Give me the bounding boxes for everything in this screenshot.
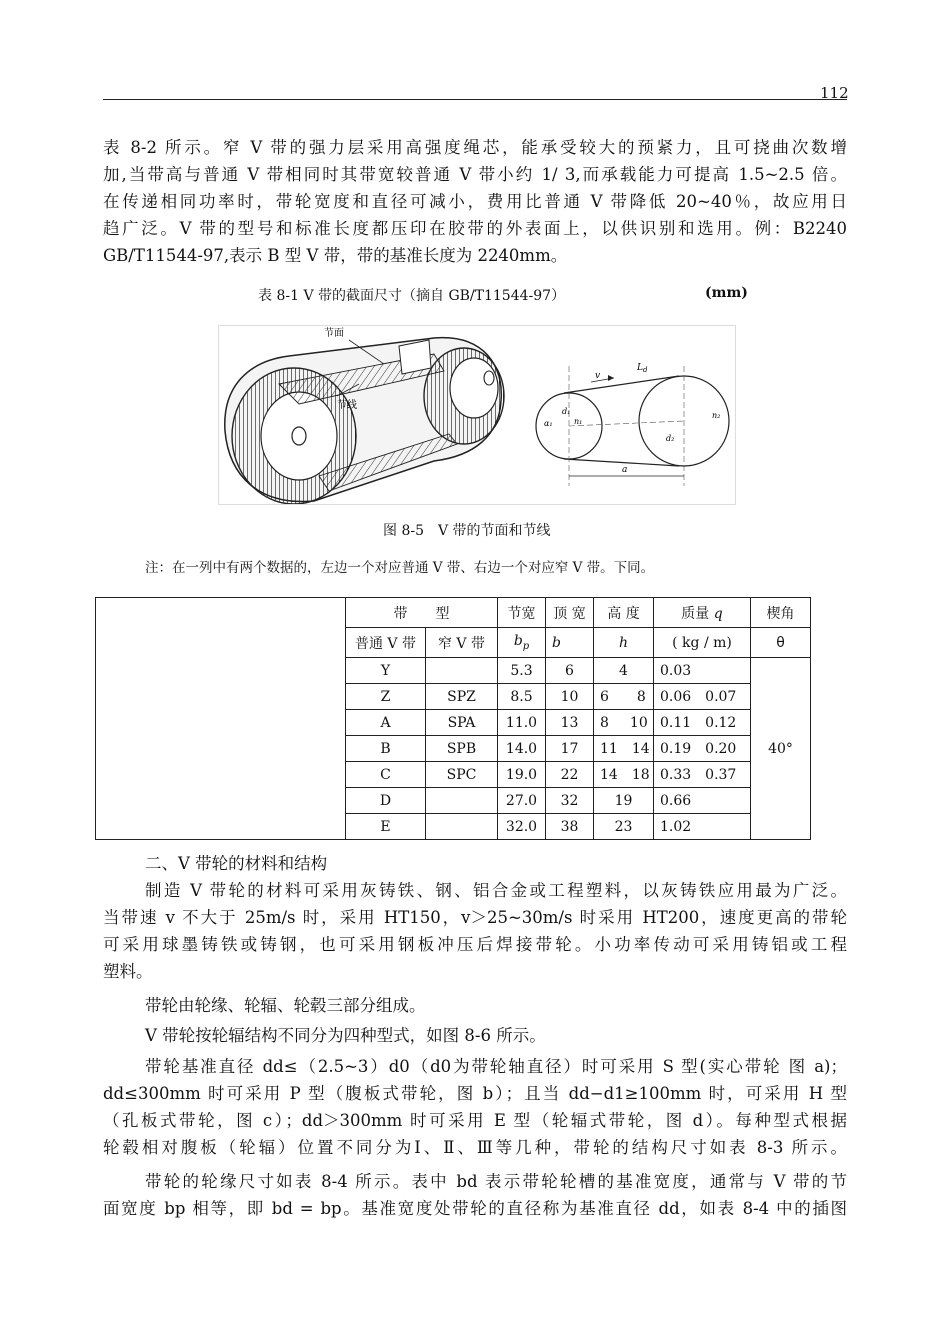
cell-zhai <box>426 788 498 814</box>
cell-q <box>654 814 751 840</box>
cell-h <box>594 814 654 840</box>
cell-b: 17 <box>546 736 594 762</box>
text-line: 带轮由轮缘、轮辐、轮毂三部分组成。 <box>145 996 426 1015</box>
intro-paragraph <box>103 134 847 269</box>
paragraph-materials <box>103 877 847 985</box>
cell-bp: 5.3 <box>498 658 546 684</box>
figure-8-5 <box>218 325 736 505</box>
cell-putong: E <box>346 814 426 840</box>
cell-h <box>594 684 654 710</box>
cell-angle: 40° <box>751 658 811 840</box>
label-d1: d₁ <box>562 407 571 416</box>
cell-b: 32 <box>546 788 594 814</box>
label-jiexian: 节线 <box>337 400 357 411</box>
label-jiemian: 节面 <box>324 328 344 339</box>
label-d2: d₂ <box>666 434 675 443</box>
header-zhiliang-text: 质量 <box>681 605 710 622</box>
cell-bp: 32.0 <box>498 814 546 840</box>
text-line: （孔板式带轮，图 c）；dd＞300mm 时可采用 E 型（轮辐式带轮，图 d）。每种型式根据 <box>103 1111 847 1130</box>
cell-b: 13 <box>546 710 594 736</box>
cell-q-zhai: 0.20 <box>705 740 737 757</box>
cell-zhai <box>426 658 498 684</box>
paragraph-components <box>103 992 847 1019</box>
header-zhai: 窄 V 带 <box>426 628 498 658</box>
cell-zhai: SPB <box>426 736 498 762</box>
cell-q-putong: 0.06 <box>660 688 692 705</box>
cell-q-value: 1.02 <box>660 818 692 835</box>
cell-q-value: 0.03 <box>660 662 692 679</box>
cell-bp: 8.5 <box>498 684 546 710</box>
cell-putong: D <box>346 788 426 814</box>
text-line: dd≤300mm 时可采用 P 型（腹板式带轮，图 b）；且当 dd−d1≥100mm 时，可采用 H 型 <box>103 1084 847 1103</box>
header-bp-sub: p <box>522 640 530 652</box>
text-line: 当带速 v 不大于 25m/s 时，采用 HT150，v＞25~30m/s 时采用 HT200，速度更高的带轮 <box>103 908 847 927</box>
header-zhiliang <box>654 598 751 628</box>
header-bp-sym: b <box>513 633 523 650</box>
cell-b: 38 <box>546 814 594 840</box>
cell-h-zhai: 10 <box>629 714 648 731</box>
table-caption <box>258 285 565 305</box>
cell-h <box>594 788 654 814</box>
cell-q <box>654 788 751 814</box>
cell-h-zhai: 8 <box>636 688 646 705</box>
cell-b: 6 <box>546 658 594 684</box>
label-alpha1: α₁ <box>544 419 553 428</box>
cell-putong: Y <box>346 658 426 684</box>
cell-h-putong: 8 <box>600 714 609 731</box>
cell-b: 10 <box>546 684 594 710</box>
cell-h-value: 23 <box>614 818 633 835</box>
header-rule <box>103 99 847 100</box>
header-row <box>96 598 811 628</box>
cell-q <box>654 658 751 684</box>
header-b: b <box>546 628 594 658</box>
text-line: 可采用球墨铸铁或铸钢，也可采用钢板冲压后焊接带轮。小功率传动可采用铸铝或工程 <box>103 935 847 954</box>
belt-3d <box>225 326 504 504</box>
cell-zhai: SPZ <box>426 684 498 710</box>
text-line: 加,当带高与普通 V 带相同时其带宽较普通 V 带小约 1/ 3,而承载能力可提高 1.5~2.5 倍。 <box>103 165 847 184</box>
section-heading: 二、V 带轮的材料和结构 <box>145 854 328 873</box>
cell-h-value: 4 <box>619 662 628 679</box>
cell-q <box>654 684 751 710</box>
header-dai: 带 <box>393 605 408 622</box>
cell-q-zhai: 0.37 <box>705 766 737 783</box>
cell-q-zhai: 0.07 <box>705 688 737 705</box>
cell-putong: B <box>346 736 426 762</box>
cell-zhai <box>426 814 498 840</box>
text-line: 带轮的轮缘尺寸如表 8-4 所示。表中 bd 表示带轮轮槽的基准宽度，通常与 V 带的节 <box>145 1172 847 1191</box>
header-putong: 普通 V 带 <box>346 628 426 658</box>
text-line: 塑料。 <box>103 962 153 981</box>
figure-caption: 图 8-5 V 带的节面和节线 <box>383 523 551 539</box>
cell-h-putong: 14 <box>600 766 618 783</box>
cell-h <box>594 736 654 762</box>
cell-q-zhai: 0.12 <box>705 714 737 731</box>
cell-putong: C <box>346 762 426 788</box>
header-h: h <box>594 628 654 658</box>
text-line: 趋广泛。V 带的型号和标准长度都压印在胶带的外表面上，以供识别和选用。例：B2240 <box>103 219 847 238</box>
belt-schematic <box>536 363 729 486</box>
text-line: GB/T11544-97,表示 B 型 V 带，带的基准长度为 2240mm。 <box>103 246 568 265</box>
table-unit: (mm) <box>705 285 748 301</box>
paragraph-types <box>103 1022 847 1049</box>
paragraph-rim <box>103 1168 847 1222</box>
blank-column <box>96 598 346 840</box>
cell-bp: 14.0 <box>498 736 546 762</box>
text-line: V 带轮按轮辐结构不同分为四种型式，如图 8-6 所示。 <box>145 1026 546 1045</box>
cell-q <box>654 710 751 736</box>
cell-putong: Z <box>346 684 426 710</box>
cell-q-putong: 0.33 <box>660 766 692 783</box>
v-belt-section-table <box>95 597 811 840</box>
label-v: v <box>595 371 601 381</box>
text-line: 制造 V 带轮的材料可采用灰铸铁、钢、铝合金或工程塑料，以灰铸铁应用最为广泛。 <box>145 881 847 900</box>
text-line: 带轮基准直径 dd≤（2.5~3）d0（d0为带轮轴直径）时可采用 S 型(实心带轮 图 a)； <box>145 1057 847 1076</box>
cell-h-putong: 6 <box>600 688 609 705</box>
cell-zhai: SPA <box>426 710 498 736</box>
label-a: a <box>622 465 628 475</box>
cell-q-putong: 0.19 <box>660 740 692 757</box>
cell-h-zhai: 18 <box>631 766 650 783</box>
cell-h <box>594 658 654 684</box>
cell-q-value: 0.66 <box>660 792 692 809</box>
header-theta: θ <box>751 628 811 658</box>
cell-q <box>654 736 751 762</box>
cell-bp: 19.0 <box>498 762 546 788</box>
belt-drive-illustration <box>219 326 735 504</box>
cell-putong: A <box>346 710 426 736</box>
cell-bp: 11.0 <box>498 710 546 736</box>
text-line: 在传递相同功率时，带轮宽度和直径可减小，费用比普通 V 带降低 20~40％，故应用日 <box>103 192 847 211</box>
cell-bp: 27.0 <box>498 788 546 814</box>
header-bp <box>498 628 546 658</box>
text-line: 表 8-2 所示。窄 V 带的强力层采用高强度绳芯，能承受较大的预紧力，且可挠曲次数增 <box>103 138 847 157</box>
cell-zhai: SPC <box>426 762 498 788</box>
cell-b: 22 <box>546 762 594 788</box>
cell-h-zhai: 14 <box>631 740 650 757</box>
cell-h-putong: 11 <box>600 740 618 757</box>
header-jiekuan: 节宽 <box>498 598 546 628</box>
header-dingkuan: 顶 宽 <box>546 598 594 628</box>
header-gaodu: 高 度 <box>594 598 654 628</box>
cell-h <box>594 762 654 788</box>
text-line: 轮毂相对腹板（轮辐）位置不同分为Ⅰ、Ⅱ、Ⅲ等几种，带轮的结构尺寸如表 8-3 所示。 <box>103 1138 847 1157</box>
header-zhiliang-sym: q <box>713 605 723 622</box>
header-dai-xing <box>346 598 498 628</box>
header-xing: 型 <box>435 605 450 622</box>
table-note: 注：在一列中有两个数据的，左边一个对应普通 V 带、右边一个对应窄 V 带。下同。 <box>145 560 655 576</box>
label-n2: n₂ <box>712 411 721 420</box>
cell-h-value: 19 <box>614 792 633 809</box>
paragraph-diameter <box>103 1053 847 1161</box>
header-xiejiao: 楔角 <box>751 598 811 628</box>
cell-q <box>654 762 751 788</box>
label-la: $L_d$ <box>637 363 648 374</box>
cell-q-putong: 0.11 <box>660 714 692 731</box>
cell-h <box>594 710 654 736</box>
header-unit: ( kg / m) <box>654 628 751 658</box>
page-number: 112 <box>820 84 849 102</box>
table-caption-text: 表 8-1 V 带的截面尺寸（摘自 GB/T11544-97） <box>258 288 566 304</box>
label-n1: n₁ <box>574 417 583 426</box>
text-line: 面宽度 bp 相等，即 bd = bp。基准宽度处带轮的直径称为基准直径 dd，如表 8-4 中的插图 <box>103 1199 847 1218</box>
